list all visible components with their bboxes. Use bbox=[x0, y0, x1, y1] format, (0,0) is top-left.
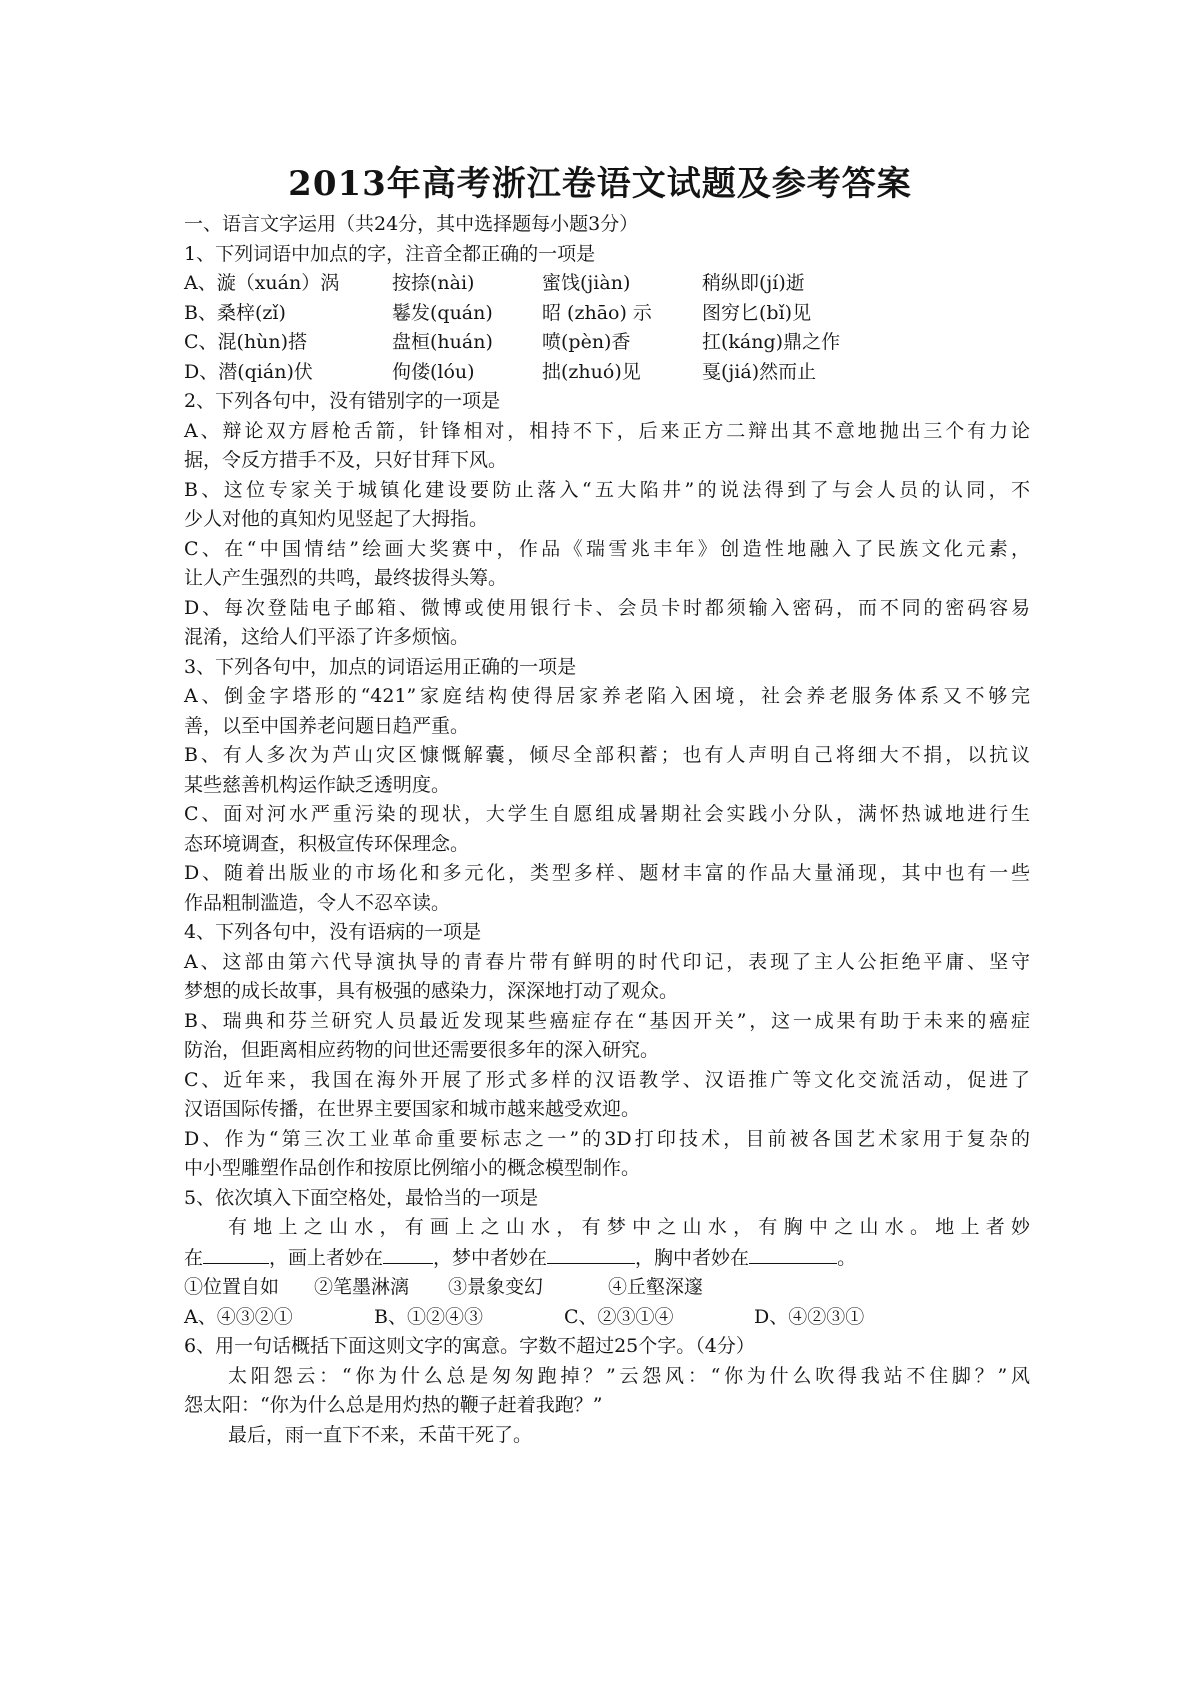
question-2-stem: 2、下列各句中，没有错别字的一项是 bbox=[184, 390, 501, 412]
question-5-options bbox=[184, 1303, 1030, 1333]
text-line: B、有人多次为芦山灾区慷慨解囊，倾尽全部积蓄；也有人声明自己将细大不捐，以抗议 bbox=[184, 744, 1030, 766]
section-heading: 一、语言文字运用（共24分，其中选择题每小题3分） bbox=[184, 213, 639, 235]
question-1-option-b bbox=[184, 299, 1030, 329]
text-line: 中小型雕塑作品创作和按原比例缩小的概念模型制作。 bbox=[184, 1157, 641, 1179]
text-line: A、倒金字塔形的“421”家庭结构使得居家养老陷入困境，社会养老服务体系又不够完 bbox=[184, 685, 1030, 707]
text-line: 少人对他的真知灼见竖起了大拇指。 bbox=[184, 508, 489, 530]
answer-option: B、①②④③ bbox=[374, 1305, 483, 1328]
text-line: A、辩论双方唇枪舌箭，针锋相对，相持不下，后来正方二辩出其不意地抛出三个有力论 bbox=[184, 419, 1030, 442]
option-cell: A、漩（xuán）涡 bbox=[184, 272, 340, 294]
text-line: 混淆，这给人们平添了许多烦恼。 bbox=[184, 626, 470, 648]
passage-text: ，画上者妙在 bbox=[269, 1246, 384, 1269]
text-line: 让人产生强烈的共鸣，最终拔得头筹。 bbox=[184, 567, 508, 589]
text-line: D、每次登陆电子邮箱、微博或使用银行卡、会员卡时都须输入密码，而不同的密码容易 bbox=[184, 596, 1030, 619]
option-cell: 扛(káng)鼎之作 bbox=[702, 331, 841, 353]
passage-text: ，梦中者妙在 bbox=[433, 1246, 548, 1269]
question-1-stem: 1、下列词语中加点的字，注音全都正确的一项是 bbox=[184, 242, 596, 265]
fill-item: ②笔墨淋漓 bbox=[314, 1276, 410, 1298]
question-1-option-c bbox=[184, 328, 1030, 358]
text-line: 汉语国际传播，在世界主要国家和城市越来越受欢迎。 bbox=[184, 1098, 641, 1120]
option-cell: 鬈发(quán) bbox=[392, 301, 493, 324]
question-5-items bbox=[184, 1273, 1030, 1303]
passage-line: 怨太阳：“你为什么总是用灼热的鞭子赶着我跑？” bbox=[184, 1394, 603, 1416]
passage-line: 有地上之山水，有画上之山水，有梦中之山水，有胸中之山水。地上者妙 bbox=[228, 1216, 1030, 1238]
text-line: D、随着出版业的市场化和多元化，类型多样、题材丰富的作品大量涌现，其中也有一些 bbox=[184, 862, 1030, 884]
option-cell: 佝偻(lóu) bbox=[392, 360, 475, 383]
text-line: 据，令反方措手不及，只好甘拜下风。 bbox=[184, 449, 508, 471]
text-line: 作品粗制滥造，令人不忍卒读。 bbox=[184, 891, 451, 914]
passage-text: 。 bbox=[837, 1246, 857, 1269]
passage-line: 太阳怨云：“你为什么总是匆匆跑掉？”云怨风：“你为什么吹得我站不住脚？”风 bbox=[228, 1364, 1030, 1387]
passage-line-blanks bbox=[184, 1243, 1030, 1274]
option-cell: 昭 (zhāo) 示 bbox=[542, 301, 652, 324]
option-cell: 拙(zhuó)见 bbox=[542, 360, 641, 383]
answer-option: C、②③①④ bbox=[564, 1305, 674, 1328]
fill-item: ①位置自如 bbox=[184, 1276, 280, 1298]
answer-option: D、④②③① bbox=[754, 1305, 865, 1328]
option-cell: 蜜饯(jiàn) bbox=[542, 272, 631, 294]
fill-item: ④丘壑深邃 bbox=[608, 1276, 704, 1298]
option-cell: 喷(pèn)香 bbox=[542, 331, 631, 353]
text-line: C、近年来，我国在海外开展了形式多样的汉语教学、汉语推广等文化交流活动，促进了 bbox=[184, 1068, 1030, 1091]
text-line: 防治，但距离相应药物的问世还需要很多年的深入研究。 bbox=[184, 1039, 660, 1061]
passage-text: ，胸中者妙在 bbox=[635, 1246, 750, 1269]
option-cell: D、潜(qián)伏 bbox=[184, 360, 313, 383]
question-1-option-d bbox=[184, 358, 1030, 388]
passage-text: 在 bbox=[184, 1246, 204, 1269]
fill-item: ③景象变幻 bbox=[448, 1276, 544, 1298]
option-cell: 稍纵即(jí)逝 bbox=[702, 272, 805, 294]
fill-blank[interactable] bbox=[383, 1243, 433, 1264]
page-title: 2013年高考浙江卷语文试题及参考答案 bbox=[288, 164, 912, 204]
text-line: D、作为“第三次工业革命重要标志之一”的3D打印技术，目前被各国艺术家用于复杂的 bbox=[184, 1127, 1030, 1150]
fill-blank[interactable] bbox=[547, 1243, 635, 1264]
passage-line: 最后，雨一直下不来，禾苗干死了。 bbox=[228, 1423, 533, 1446]
text-line: B、瑞典和芬兰研究人员最近发现某些癌症存在“基因开关”，这一成果有助于未来的癌症 bbox=[184, 1009, 1030, 1032]
text-line: B、这位专家关于城镇化建设要防止落入“五大陷井”的说法得到了与会人员的认同，不 bbox=[184, 478, 1030, 501]
text-line: C、在“中国情结”绘画大奖赛中，作品《瑞雪兆丰年》创造性地融入了民族文化元素， bbox=[184, 537, 1030, 560]
text-line: 梦想的成长故事，具有极强的感染力，深深地打动了观众。 bbox=[184, 980, 679, 1002]
text-line: 态环境调查，积极宣传环保理念。 bbox=[184, 832, 470, 855]
question-3-stem: 3、下列各句中，加点的词语运用正确的一项是 bbox=[184, 655, 577, 678]
question-1-option-a bbox=[184, 269, 1030, 299]
option-cell: B、桑梓(zǐ) bbox=[184, 301, 286, 324]
option-cell: 盘桓(huán) bbox=[392, 331, 493, 353]
exam-content bbox=[184, 210, 1030, 1450]
text-line: 善，以至中国养老问题日趋严重。 bbox=[184, 714, 470, 737]
text-line: 某些慈善机构运作缺乏透明度。 bbox=[184, 773, 451, 796]
answer-option: A、④③②① bbox=[184, 1305, 293, 1328]
fill-blank[interactable] bbox=[749, 1243, 837, 1264]
question-6-stem: 6、用一句话概括下面这则文字的寓意。字数不超过25个字。（4分） bbox=[184, 1335, 755, 1357]
question-4-stem: 4、下列各句中，没有语病的一项是 bbox=[184, 921, 482, 943]
option-cell: 按捺(nài) bbox=[392, 272, 475, 294]
text-line: A、这部由第六代导演执导的青春片带有鲜明的时代印记，表现了主人公拒绝平庸、坚守 bbox=[184, 950, 1030, 973]
option-cell: C、混(hùn)搭 bbox=[184, 331, 308, 353]
fill-blank[interactable] bbox=[203, 1243, 269, 1264]
option-cell: 图穷匕(bǐ)见 bbox=[702, 301, 812, 324]
question-5-stem: 5、依次填入下面空格处，最恰当的一项是 bbox=[184, 1186, 539, 1209]
option-cell: 戛(jiá)然而止 bbox=[702, 360, 817, 383]
text-line: C、面对河水严重污染的现状，大学生自愿组成暑期社会实践小分队，满怀热诚地进行生 bbox=[184, 803, 1030, 825]
